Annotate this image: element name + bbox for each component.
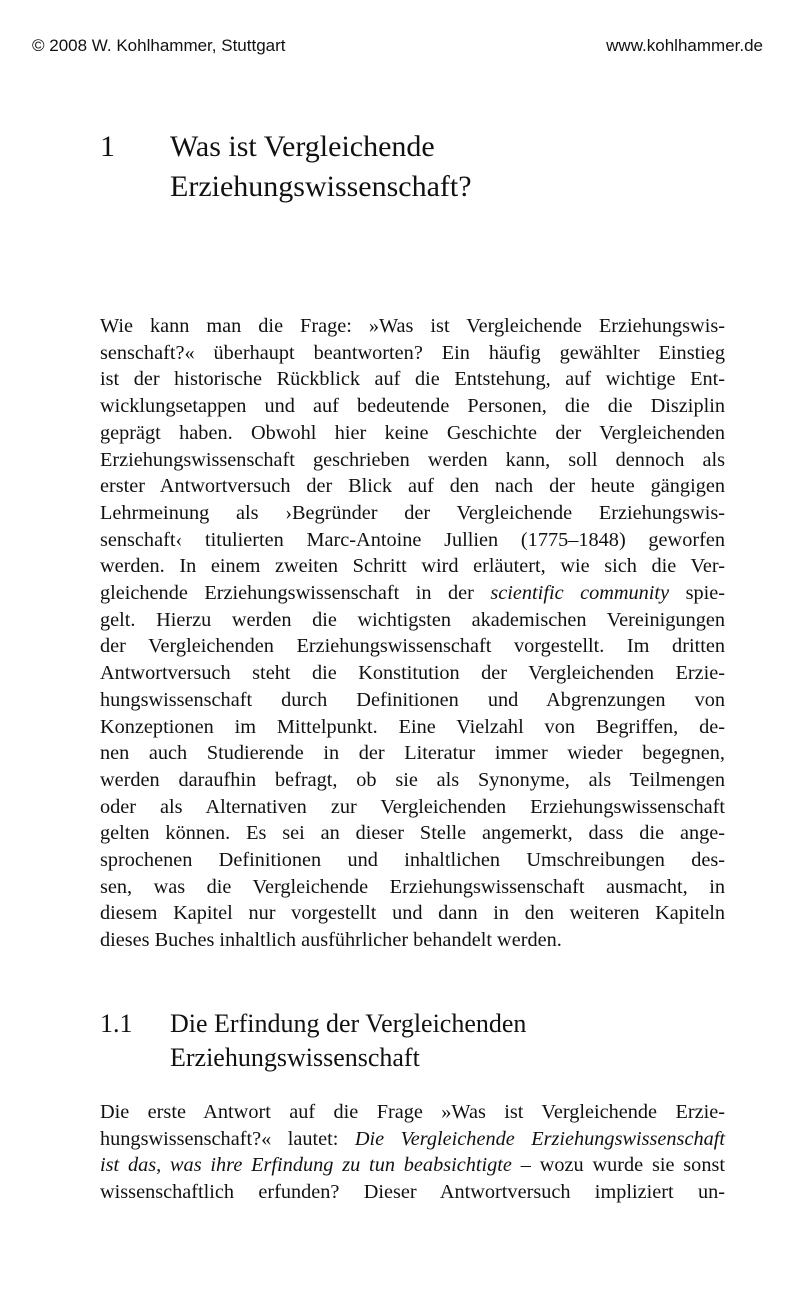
intro-paragraph [100, 313, 725, 954]
page-header [32, 36, 763, 60]
text-line: senschaft?« überhaupt beantworten? Ein häufig gewählter Einstieg [100, 341, 725, 364]
text-line: gelt. Hierzu werden die wichtigsten akademischen Vereinigungen [100, 608, 725, 631]
copyright-notice: © 2008 W. Kohlhammer, Stuttgart [32, 36, 286, 55]
section-title [170, 1007, 730, 1075]
italic-segment: ist das, was ihre Erfindung zu tun beabsichtigte [100, 1154, 512, 1177]
text-segment: gleichende Erziehungswissenschaft in der [100, 582, 491, 605]
italic-segment: Die Vergleichende Erziehungswissenschaft [354, 1127, 725, 1150]
chapter-title [170, 127, 730, 207]
text-line: sprochenen Definitionen und inhaltlichen Umschreibungen des- [100, 849, 725, 872]
italic-term: scientific community [490, 582, 670, 605]
text-line: wicklungsetappen und auf bedeutende Personen, die die Disziplin [100, 395, 725, 418]
chapter-number: 1 [100, 130, 115, 163]
text-line: Wie kann man die Frage: »Was ist Vergleichende Erziehungswis- [100, 315, 725, 337]
text-line: Die erste Antwort auf die Frage »Was ist Vergleichende Erzie- [100, 1101, 725, 1123]
section-paragraph [100, 1099, 725, 1206]
text-segment: spie- [669, 582, 725, 605]
section-title-line-1: Die Erfindung der Vergleichenden [170, 1009, 527, 1038]
text-line-mixed [100, 1152, 725, 1179]
text-segment: – wozu wurde sie sonst [511, 1154, 725, 1177]
text-line: sen, was die Vergleichende Erziehungswissenschaft ausmacht, in [100, 875, 725, 898]
text-line: dieses Buches inhaltlich ausführlicher behandelt werden. [100, 929, 562, 952]
text-line: werden daraufhin befragt, ob sie als Synonyme, als Teilmengen [100, 768, 725, 791]
text-line: Erziehungswissenschaft geschrieben werden kann, soll dennoch als [100, 448, 725, 471]
text-line: nen auch Studierende in der Literatur immer wieder begegnen, [100, 742, 725, 765]
text-line: Antwortversuch steht die Konstitution der Vergleichenden Erzie- [100, 662, 725, 685]
chapter-title-line-2: Erziehungswissenschaft? [170, 170, 472, 203]
text-line-mixed [100, 580, 725, 607]
text-line: oder als Alternativen zur Vergleichenden Erziehungswissenschaft [100, 795, 725, 818]
text-line: der Vergleichenden Erziehungswissenschaft vorgestellt. Im dritten [100, 635, 725, 658]
text-line: wissenschaftlich erfunden? Dieser Antwortversuch impliziert un- [100, 1181, 725, 1204]
text-line: werden. In einem zweiten Schritt wird erläutert, wie sich die Ver- [100, 555, 725, 578]
text-line: geprägt haben. Obwohl hier keine Geschichte der Vergleichenden [100, 421, 725, 444]
text-line-mixed [100, 1126, 725, 1153]
chapter-title-line-1: Was ist Vergleichende [170, 130, 435, 163]
section-number: 1.1 [100, 1009, 133, 1038]
text-line: senschaft‹ titulierten Marc-Antoine Jullien (1775–1848) geworfen [100, 528, 725, 551]
publisher-website: www.kohlhammer.de [606, 36, 763, 55]
text-line: Lehrmeinung als ›Begründer der Vergleichende Erziehungswis- [100, 501, 725, 524]
text-line: diesem Kapitel nur vorgestellt und dann in den weiteren Kapiteln [100, 902, 725, 925]
text-line: erster Antwortversuch der Blick auf den nach der heute gängigen [100, 475, 725, 498]
text-line: Konzeptionen im Mittelpunkt. Eine Vielzahl von Begriffen, de- [100, 715, 725, 738]
text-line: hungswissenschaft durch Definitionen und Abgrenzungen von [100, 688, 725, 711]
text-line: gelten können. Es sei an dieser Stelle angemerkt, dass die ange- [100, 822, 725, 845]
text-line: ist der historische Rückblick auf die Entstehung, auf wichtige Ent- [100, 368, 725, 391]
text-segment: hungswissenschaft?« lautet: [100, 1127, 355, 1150]
section-title-line-2: Erziehungswissenschaft [170, 1043, 420, 1072]
